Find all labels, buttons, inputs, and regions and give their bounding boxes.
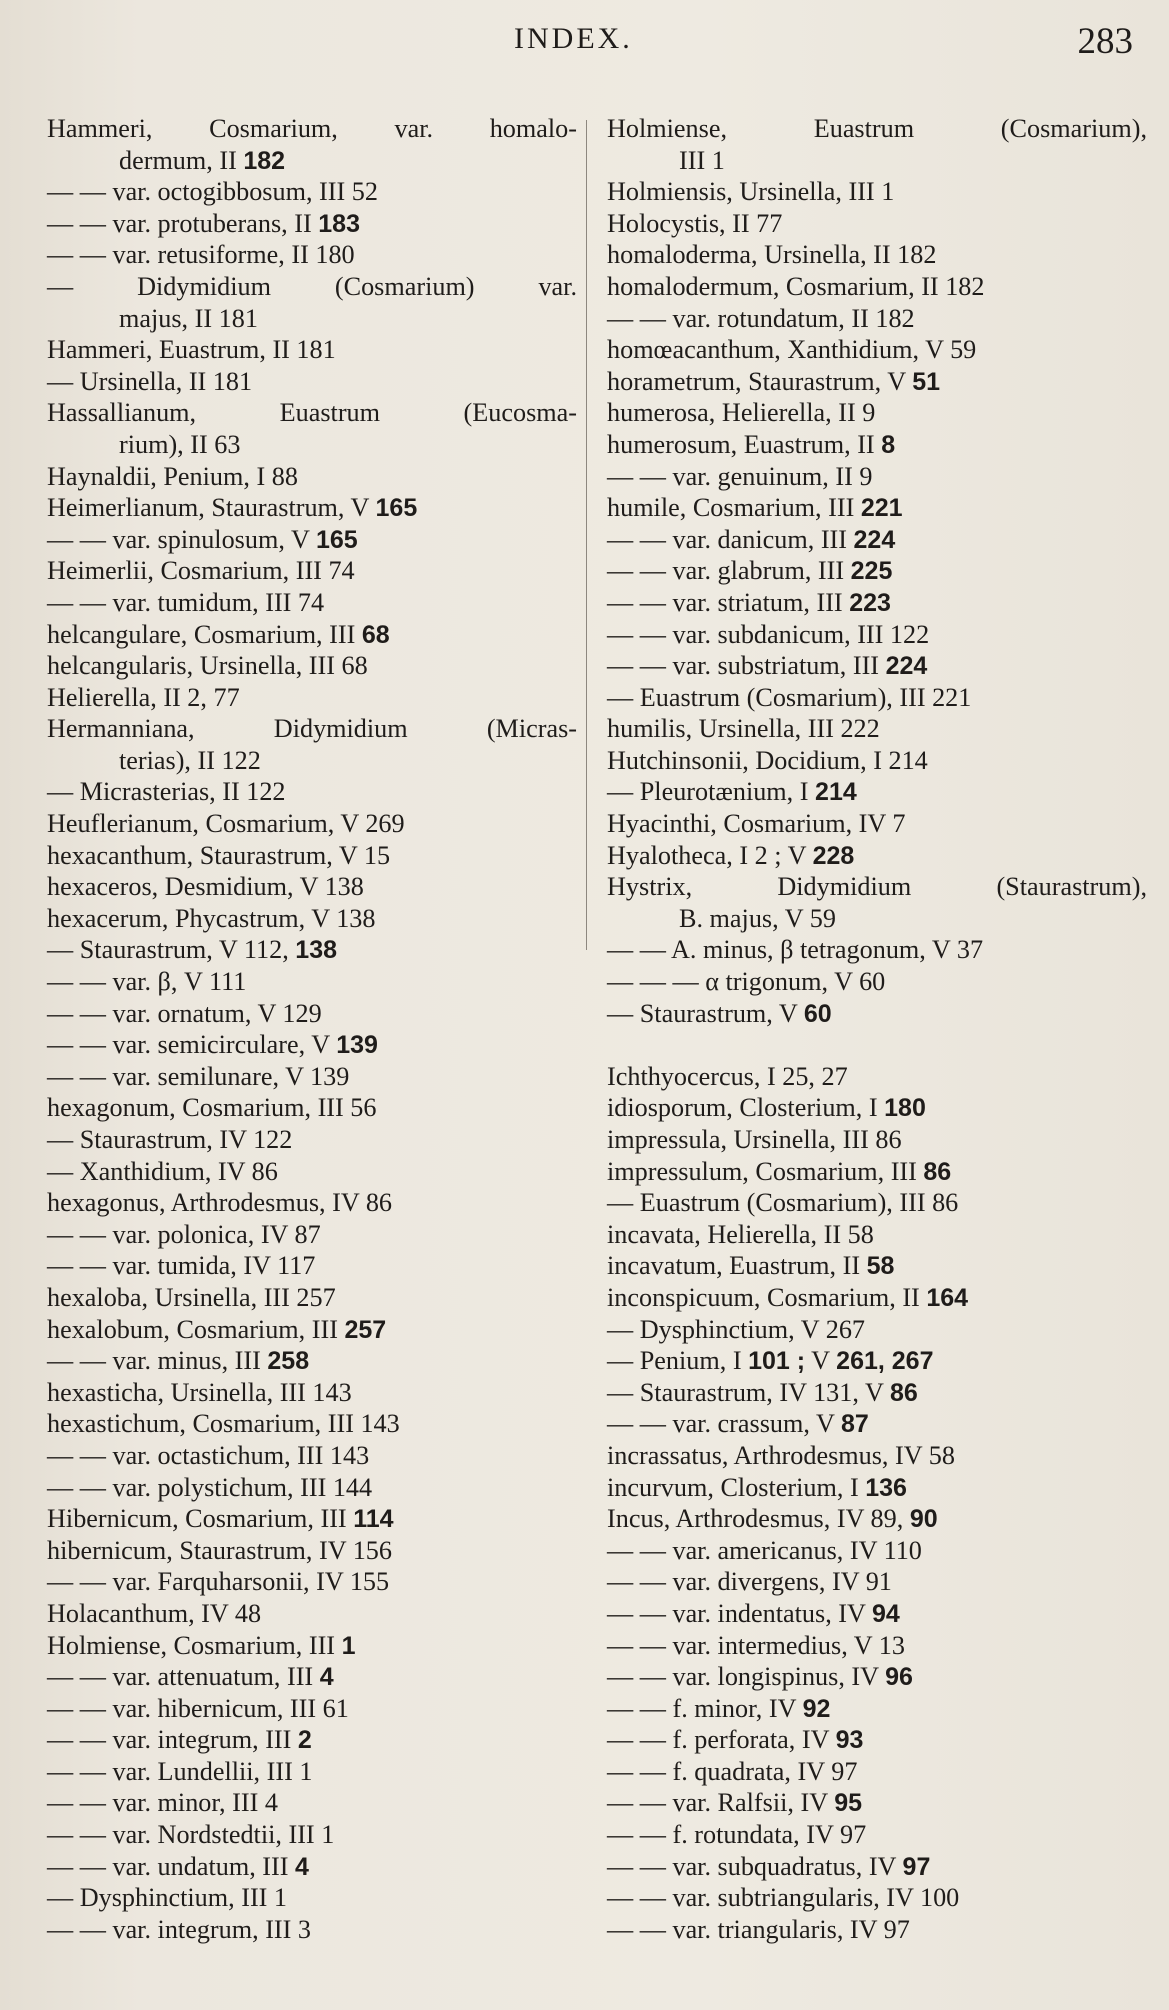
- entry-text: rium), II 63: [119, 429, 241, 459]
- index-entry: [607, 271, 1147, 303]
- entry-text: Hyalotheca, I 2 ; V: [607, 840, 813, 870]
- page-reference-bold: 165: [315, 525, 358, 554]
- index-entry: [607, 1882, 1147, 1914]
- entry-text: humerosum, Euastrum, II: [607, 429, 882, 459]
- entry-text: Heimerlii, Cosmarium, III 74: [47, 556, 355, 586]
- entry-text: Hyacinthi, Cosmarium, IV 7: [607, 809, 906, 839]
- index-entry: [47, 1693, 577, 1725]
- page-number: 283: [1077, 21, 1133, 62]
- entry-text: Helierella, II 2, 77: [47, 682, 240, 712]
- index-entry: [47, 1661, 577, 1693]
- index-entry: [607, 1693, 1147, 1725]
- index-entry: [47, 1124, 577, 1156]
- entry-text: — Penium, I: [607, 1346, 749, 1376]
- entry-text: III 1: [679, 145, 725, 175]
- index-entry: [607, 334, 1147, 366]
- index-entry: [607, 176, 1147, 208]
- index-entry: [607, 966, 1147, 998]
- index-entry: [47, 1314, 577, 1346]
- entry-text: — — — α trigonum, V 60: [607, 967, 886, 997]
- index-entry: [607, 1566, 1147, 1598]
- index-entry: [607, 1092, 1147, 1124]
- index-entry: [47, 1756, 577, 1788]
- index-entry: [607, 1535, 1147, 1567]
- index-entry: [607, 745, 1147, 777]
- index-entry: [47, 745, 577, 777]
- index-entry: [47, 524, 577, 556]
- entry-text: hexagonum, Cosmarium, III 56: [47, 1093, 377, 1123]
- index-entry: [47, 650, 577, 682]
- entry-text: hibernicum, Staurastrum, IV 156: [47, 1535, 392, 1565]
- index-entry: [47, 1250, 577, 1282]
- index-entry: [47, 397, 577, 429]
- entry-text: inconspicuum, Cosmarium, II: [607, 1282, 927, 1312]
- entry-text: hexalobum, Cosmarium, III: [47, 1314, 345, 1344]
- index-entry: [47, 1787, 577, 1819]
- index-entry: [607, 1219, 1147, 1251]
- index-entry: [47, 1187, 577, 1219]
- index-entry: [47, 1061, 577, 1093]
- index-entry: [47, 208, 577, 240]
- entry-text: — — var. minor, III 4: [47, 1788, 278, 1818]
- entry-text: — — var. Ralfsii, IV: [607, 1788, 835, 1818]
- entry-text: — — f. rotundata, IV 97: [607, 1820, 867, 1850]
- page-reference-bold: 94: [872, 1599, 900, 1628]
- index-entry: [47, 998, 577, 1030]
- index-entry: [607, 1440, 1147, 1472]
- index-entry: [607, 1914, 1147, 1946]
- entry-text: — — var. octastichum, III 143: [47, 1440, 370, 1470]
- entry-text: — — var. protuberans, II: [47, 208, 319, 238]
- index-entry: [47, 1630, 577, 1662]
- entry-text: — Dysphinctium, III 1: [47, 1883, 288, 1913]
- index-entry: [607, 208, 1147, 240]
- entry-text: — Staurastrum, IV 122: [47, 1125, 293, 1154]
- page-reference-bold: 165: [375, 494, 418, 523]
- entry-text: — Staurastrum, IV 131, V: [607, 1377, 890, 1407]
- index-entry: [607, 429, 1147, 461]
- entry-text: Hystrix, Didymidium (Staurastrum),: [607, 872, 1147, 902]
- index-entry: [47, 555, 577, 587]
- index-entry: [607, 492, 1147, 524]
- index-entry: [47, 1156, 577, 1188]
- index-entry: [47, 113, 577, 145]
- entry-text: — — var. Lundellii, III 1: [47, 1756, 313, 1786]
- index-entry: [47, 1882, 577, 1914]
- entry-text: Incus, Arthrodesmus, IV 89,: [607, 1504, 910, 1534]
- entry-text: incurvum, Closterium, I: [607, 1472, 866, 1502]
- entry-text: — Euastrum (Cosmarium), III 86: [607, 1188, 959, 1218]
- index-entry: [607, 1250, 1147, 1282]
- page-reference-bold: 1: [341, 1631, 356, 1660]
- index-entry: [47, 492, 577, 524]
- index-entry: [47, 366, 577, 398]
- page-reference-bold: 4: [319, 1663, 334, 1692]
- entry-text: impressulum, Cosmarium, III: [607, 1156, 924, 1186]
- entry-text: — — var. danicum, III: [607, 524, 854, 554]
- entry-text: — — f. perforata, IV: [607, 1725, 836, 1755]
- index-entry: [607, 1472, 1147, 1504]
- entry-text: — — var. retusiforme, II 180: [47, 240, 355, 270]
- page-reference-bold: 51: [912, 367, 941, 396]
- index-entry: [607, 113, 1147, 145]
- index-entry: [47, 966, 577, 998]
- entry-text: B. majus, V 59: [679, 903, 836, 933]
- index-entry: [607, 1187, 1147, 1219]
- entry-text: — — var. indentatus, IV: [607, 1598, 872, 1628]
- index-entry: [607, 587, 1147, 619]
- page-reference-bold: 261, 267: [836, 1347, 934, 1376]
- index-entry: [47, 1377, 577, 1409]
- entry-text: — Micrasterias, II 122: [47, 777, 286, 807]
- entry-text: — — var. hibernicum, III 61: [47, 1693, 349, 1723]
- index-entry: [47, 1914, 577, 1946]
- index-entry: [607, 1124, 1147, 1156]
- index-entry: [607, 145, 1147, 177]
- page-reference-bold: 221: [860, 494, 903, 523]
- entry-text: Holocystis, II 77: [607, 208, 783, 238]
- index-entry: [47, 145, 577, 177]
- index-entry: [47, 1503, 577, 1535]
- index-entry: [47, 1724, 577, 1756]
- index-entry: [47, 429, 577, 461]
- entry-text: incrassatus, Arthrodesmus, IV 58: [607, 1440, 955, 1470]
- index-entry: [47, 1440, 577, 1472]
- entry-text: terias), II 122: [119, 745, 261, 775]
- entry-text: — — var. substriatum, III: [607, 651, 886, 681]
- entry-text: — — var. triangularis, IV 97: [607, 1914, 910, 1944]
- index-entry: [607, 555, 1147, 587]
- entry-text: — — var. semicirculare, V: [47, 1030, 337, 1060]
- entry-text: Holmiense, Cosmarium, III: [47, 1630, 342, 1660]
- entry-text: horametrum, Staurastrum, V: [607, 366, 913, 396]
- entry-text: humerosa, Helierella, II 9: [607, 398, 876, 428]
- index-entry: [47, 1566, 577, 1598]
- page-reference-bold: 223: [849, 588, 891, 617]
- entry-text: — Euastrum (Cosmarium), III 221: [607, 682, 972, 712]
- entry-text: homalodermum, Cosmarium, II 182: [607, 271, 985, 301]
- index-entry: [47, 334, 577, 366]
- index-entry: [607, 1377, 1147, 1409]
- entry-text: — Staurastrum, V 112,: [47, 935, 296, 965]
- index-column-left: [47, 113, 577, 1945]
- entry-text: humilis, Ursinella, III 222: [607, 714, 880, 744]
- entry-text: V: [805, 1346, 837, 1376]
- entry-text: — — var. intermedius, V 13: [607, 1630, 905, 1660]
- page-reference-bold: 139: [336, 1031, 378, 1060]
- entry-text: — Staurastrum, V: [607, 998, 804, 1028]
- page-reference-bold: 224: [885, 652, 928, 681]
- page-reference-bold: 214: [815, 778, 857, 807]
- entry-text: helcangularis, Ursinella, III 68: [47, 651, 368, 681]
- page-reference-bold: 4: [295, 1852, 309, 1881]
- entry-text: — — A. minus, β tetragonum, V 37: [607, 935, 984, 965]
- entry-text: Hibernicum, Cosmarium, III: [47, 1504, 354, 1534]
- entry-text: — — var. spinulosum, V: [47, 524, 316, 554]
- index-entry: [47, 713, 577, 745]
- index-entry: [47, 682, 577, 714]
- index-entry: [607, 650, 1147, 682]
- index-entry: [47, 1819, 577, 1851]
- entry-text: homœacanthum, Xanthidium, V 59: [607, 335, 977, 365]
- page-reference-bold: 114: [353, 1505, 394, 1534]
- index-entry: [47, 934, 577, 966]
- page-reference-bold: 225: [850, 557, 893, 586]
- entry-text: dermum, II: [119, 145, 244, 175]
- entry-text: Holmiensis, Ursinella, III 1: [607, 177, 895, 207]
- entry-text: Hammeri, Euastrum, II 181: [47, 335, 336, 365]
- index-entry: [607, 998, 1147, 1030]
- index-entry: [607, 1503, 1147, 1535]
- entry-text: — — var. americanus, IV 110: [607, 1535, 922, 1565]
- index-entry: [47, 903, 577, 935]
- page-reference-bold: 86: [923, 1157, 952, 1186]
- entry-text: incavata, Helierella, II 58: [607, 1219, 874, 1249]
- entry-text: — — var. longispinus, IV: [607, 1662, 886, 1692]
- entry-text: — — var. genuinum, II 9: [607, 461, 873, 491]
- index-entry: [47, 1282, 577, 1314]
- entry-text: hexastichum, Cosmarium, III 143: [47, 1409, 400, 1439]
- page-reference-bold: 58: [866, 1252, 895, 1281]
- entry-text: idiosporum, Closterium, I: [607, 1093, 885, 1123]
- entry-text: — — var. integrum, III: [47, 1725, 298, 1755]
- index-entry: [607, 619, 1147, 651]
- entry-text: — — var. octogibbosum, III 52: [47, 177, 378, 207]
- index-entry: [607, 524, 1147, 556]
- entry-text: — — var. β, V 111: [47, 967, 247, 997]
- page-reference-bold: 180: [884, 1094, 926, 1123]
- entry-text: majus, II 181: [119, 303, 258, 333]
- page-reference-bold: 60: [803, 999, 832, 1028]
- page-reference-bold: 182: [243, 146, 286, 175]
- index-entry: [607, 366, 1147, 398]
- entry-text: — — var. subtriangularis, IV 100: [607, 1883, 960, 1913]
- entry-text: — — var. polonica, IV 87: [47, 1219, 321, 1249]
- entry-text: — — var. Farquharsonii, IV 155: [47, 1567, 390, 1597]
- index-entry: [47, 1408, 577, 1440]
- entry-text: — — var. divergens, IV 91: [607, 1567, 892, 1597]
- page-reference-bold: 87: [840, 1410, 869, 1439]
- entry-text: hexacanthum, Staurastrum, V 15: [47, 840, 391, 870]
- entry-text: — — var. minus, III: [47, 1346, 268, 1376]
- index-entry: [47, 176, 577, 208]
- index-column-right: [607, 113, 1147, 1945]
- index-entry: [607, 1724, 1147, 1756]
- page-reference-bold: 228: [812, 841, 855, 870]
- page-reference-bold: 183: [318, 209, 360, 238]
- index-entry: [47, 239, 577, 271]
- page-reference-bold: 96: [885, 1663, 913, 1692]
- page-reference-bold: 68: [361, 620, 390, 649]
- index-entry: [47, 808, 577, 840]
- entry-text: hexaceros, Desmidium, V 138: [47, 872, 364, 902]
- index-entry: [607, 1661, 1147, 1693]
- index-entry: [47, 1092, 577, 1124]
- index-entry: [607, 239, 1147, 271]
- entry-text: — Ursinella, II 181: [47, 366, 253, 396]
- entry-text: Heuflerianum, Cosmarium, V 269: [47, 809, 405, 839]
- index-entry: [607, 1029, 1147, 1061]
- column-divider: [586, 120, 587, 950]
- entry-text: — — var. polystichum, III 144: [47, 1472, 373, 1502]
- page-reference-bold: 95: [834, 1789, 862, 1818]
- entry-text: Holmiense, Euastrum (Cosmarium),: [607, 114, 1147, 143]
- entry-text: helcangulare, Cosmarium, III: [47, 619, 362, 649]
- page-reference-bold: 92: [802, 1694, 831, 1723]
- index-entry: [607, 1598, 1147, 1630]
- entry-text: Ichthyocercus, I 25, 27: [607, 1061, 848, 1091]
- index-entry: [47, 461, 577, 493]
- entry-text: homaloderma, Ursinella, II 182: [607, 240, 937, 270]
- page-reference-bold: 90: [909, 1505, 938, 1534]
- index-entry: [607, 840, 1147, 872]
- index-entry: [607, 461, 1147, 493]
- entry-text: — — var. striatum, III: [607, 587, 850, 617]
- entry-text: — — var. subdanicum, III 122: [607, 619, 930, 649]
- index-entry: [607, 1630, 1147, 1662]
- entry-text: — — var. rotundatum, II 182: [607, 303, 915, 333]
- index-entry: [47, 840, 577, 872]
- index-entry: [47, 1851, 577, 1883]
- page-reference-bold: 136: [865, 1473, 907, 1502]
- entry-text: hexacerum, Phycastrum, V 138: [47, 903, 376, 933]
- index-entry: [47, 303, 577, 335]
- entry-text: — — var. undatum, III: [47, 1851, 296, 1881]
- entry-text: — Dysphinctium, V 267: [607, 1314, 866, 1344]
- page-reference-bold: 257: [344, 1315, 387, 1344]
- index-entry: [607, 1061, 1147, 1093]
- index-entry: [607, 713, 1147, 745]
- entry-text: hexagonus, Arthrodesmus, IV 86: [47, 1188, 393, 1218]
- index-entry: [607, 1345, 1147, 1377]
- entry-text: — — var. integrum, III 3: [47, 1914, 311, 1944]
- index-entry: [47, 1345, 577, 1377]
- page-reference-bold: 97: [902, 1852, 931, 1881]
- index-entry: [47, 587, 577, 619]
- page-reference-bold: 224: [853, 525, 896, 554]
- index-entry: [607, 903, 1147, 935]
- entry-text: — — var. crassum, V: [607, 1409, 841, 1439]
- index-entry: [607, 871, 1147, 903]
- index-entry: [607, 1819, 1147, 1851]
- entry-text: — — f. quadrata, IV 97: [607, 1756, 858, 1786]
- index-entry: [47, 1029, 577, 1061]
- entry-text: Holacanthum, IV 48: [47, 1598, 262, 1628]
- entry-text: — — var. glabrum, III: [607, 556, 851, 586]
- index-entry: [607, 1408, 1147, 1440]
- entry-text: Hutchinsonii, Docidium, I 214: [607, 745, 928, 775]
- entry-text: — — var. tumida, IV 117: [47, 1251, 316, 1281]
- index-entry: [47, 1472, 577, 1504]
- page-reference-bold: 93: [835, 1726, 864, 1755]
- index-entry: [607, 1314, 1147, 1346]
- index-entry: [47, 776, 577, 808]
- entry-text: — Pleurotænium, I: [607, 777, 816, 807]
- index-entry: [607, 397, 1147, 429]
- entry-text: — — var. Nordstedtii, III 1: [47, 1820, 335, 1850]
- entry-text: impressula, Ursinella, III 86: [607, 1125, 902, 1154]
- entry-text: hexasticha, Ursinella, III 143: [47, 1377, 352, 1407]
- entry-text: incavatum, Euastrum, II: [607, 1251, 867, 1281]
- entry-text: hexaloba, Ursinella, III 257: [47, 1282, 336, 1312]
- index-entry: [607, 1787, 1147, 1819]
- entry-text: — — var. attenuatum, III: [47, 1662, 320, 1692]
- index-entry: [607, 808, 1147, 840]
- entry-text: humile, Cosmarium, III: [607, 493, 861, 523]
- index-entry: [47, 271, 577, 303]
- entry-text: — Didymidium (Cosmarium) var.: [47, 271, 577, 301]
- index-entry: [607, 934, 1147, 966]
- index-entry: [607, 776, 1147, 808]
- page-reference-bold: 86: [889, 1378, 918, 1407]
- running-head: INDEX.: [514, 22, 633, 55]
- entry-text: Haynaldii, Penium, I 88: [47, 461, 298, 491]
- index-entry: [607, 1851, 1147, 1883]
- index-entry: [47, 1219, 577, 1251]
- index-entry: [47, 1535, 577, 1567]
- page-reference-bold: 101 ;: [748, 1347, 806, 1376]
- entry-text: Hammeri, Cosmarium, var. homalo-: [47, 114, 577, 143]
- index-entry: [607, 1756, 1147, 1788]
- entry-text: — — f. minor, IV: [607, 1693, 803, 1723]
- entry-text: — — var. ornatum, V 129: [47, 998, 322, 1028]
- index-entry: [607, 1156, 1147, 1188]
- page-reference-bold: 8: [881, 430, 896, 459]
- entry-text: — — var. tumidum, III 74: [47, 587, 325, 617]
- entry-text: Heimerlianum, Staurastrum, V: [47, 493, 376, 523]
- index-entry: [607, 1282, 1147, 1314]
- entry-text: Hassallianum, Euastrum (Eucosma-: [47, 398, 577, 428]
- entry-text: — Xanthidium, IV 86: [47, 1156, 278, 1186]
- index-entry: [47, 619, 577, 651]
- index-entry: [607, 682, 1147, 714]
- entry-text: Hermanniana, Didymidium (Micras-: [47, 714, 577, 744]
- index-entry: [47, 1598, 577, 1630]
- page-reference-bold: 164: [926, 1283, 969, 1312]
- page-reference-bold: 2: [297, 1726, 312, 1755]
- page-reference-bold: 258: [267, 1347, 310, 1376]
- page-reference-bold: 138: [295, 936, 338, 965]
- index-entry: [47, 871, 577, 903]
- index-entry: [607, 303, 1147, 335]
- entry-text: — — var. subquadratus, IV: [607, 1851, 903, 1881]
- entry-text: — — var. semilunare, V 139: [47, 1061, 350, 1091]
